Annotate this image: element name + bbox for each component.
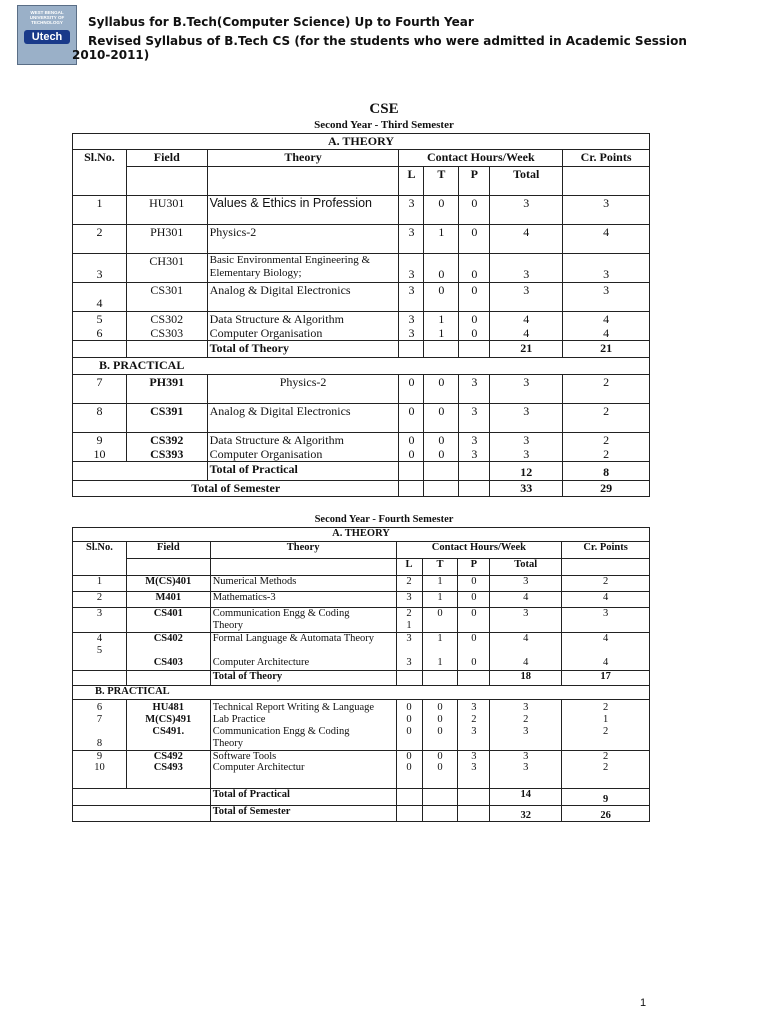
header-sl: Sl.No. (73, 542, 127, 576)
table-row: 9 10 CS392 CS393 Data Structure & Algorithm Computer Organisation 0 0 0 0 3 3 3 3 2 2 (73, 433, 650, 462)
header-credit: Cr. Points (562, 542, 650, 559)
header-field: Field (126, 542, 210, 559)
header-line-3: 2010-2011) (72, 48, 150, 62)
total-theory-row: Total of Theory 21 21 (73, 341, 650, 358)
total-practical-row: Total of Practical 14 9 (73, 789, 650, 806)
fourth-semester-title: Second Year - Fourth Semester (314, 514, 454, 525)
section-a-heading: A. THEORY (73, 134, 650, 150)
table-row: 2 M401 Mathematics-3 3 1 0 4 4 (73, 592, 650, 608)
header-l: L (399, 167, 424, 196)
table-row: 1 HU301 Values & Ethics in Profession 3 0 0 3 3 (73, 196, 650, 225)
section-b-heading: B. PRACTICAL (73, 686, 650, 700)
header-t: T (422, 559, 458, 576)
total-practical-row: Total of Practical 12 8 (73, 462, 650, 481)
table-row: 5 6 CS302 CS303 Data Structure & Algorithm Computer Organisation 3 3 1 1 0 0 4 4 4 4 (73, 312, 650, 341)
table-row: 1 M(CS)401 Numerical Methods 2 1 0 3 2 (73, 576, 650, 592)
logo-wordmark: Utech (24, 30, 70, 44)
logo-caption: WEST BENGAL UNIVERSITY OF TECHNOLOGY (29, 10, 65, 25)
header-line-1: Syllabus for B.Tech(Computer Science) Up to Fourth Year (88, 15, 474, 29)
header-theory: Theory (207, 150, 399, 167)
header-theory: Theory (210, 542, 396, 559)
table-row: 2 PH301 Physics-2 3 1 0 4 4 (73, 225, 650, 254)
header-sl: Sl.No. (73, 150, 127, 196)
table-row: 3 CS401 Communication Engg & Coding Theory 2 1 0 0 3 3 (73, 608, 650, 633)
header-p: P (458, 559, 490, 576)
total-theory-row: Total of Theory 18 17 (73, 671, 650, 686)
table-row: 3 CH301 Basic Environmental Engineering & Elementary Biology; 3 0 0 3 3 (73, 254, 650, 283)
header-total: Total (490, 167, 563, 196)
total-semester-row: Total of Semester 33 29 (73, 481, 650, 497)
table-row: 6 7 8 HU481 M(CS)491 CS491. Technical Report Writing & Language Lab Practice Communication Engg & Coding Theory 0 0 0 0 0 0 3 2 3 3 2 3 2 1 2 (73, 700, 650, 751)
header-l: L (396, 559, 422, 576)
document-title: CSE (369, 101, 399, 117)
table-row: 8 CS391 Analog & Digital Electronics 0 0 3 3 2 (73, 404, 650, 433)
header-contact: Contact Hours/Week (399, 150, 563, 167)
header-line-2: Revised Syllabus of B.Tech CS (for the students who were admitted in Academic Session (88, 34, 687, 48)
third-semester-table (72, 133, 650, 497)
section-b-heading: B. PRACTICAL (73, 358, 650, 375)
section-a-heading: A. THEORY (73, 528, 650, 542)
header-t: T (424, 167, 459, 196)
header-field: Field (126, 150, 207, 167)
header-p: P (459, 167, 490, 196)
page-number: 1 (640, 997, 647, 1009)
header-contact: Contact Hours/Week (396, 542, 562, 559)
university-logo (17, 5, 77, 65)
table-row: 4 CS301 Analog & Digital Electronics 3 0 0 3 3 (73, 283, 650, 312)
table-row: 4 5 CS402 CS403 Formal Language & Automata Theory Computer Architecture 3 3 1 1 0 0 4 4 4 4 (73, 633, 650, 671)
third-semester-title: Second Year - Third Semester (314, 119, 454, 131)
table-row: 9 10 CS492 CS493 Software Tools Computer Architectur 0 0 0 0 3 3 3 3 2 2 (73, 751, 650, 789)
header-total: Total (490, 559, 562, 576)
fourth-semester-table (72, 527, 650, 822)
total-semester-row: Total of Semester 32 26 (73, 806, 650, 822)
header-credit: Cr. Points (563, 150, 650, 167)
table-row: 7 PH391 Physics-2 0 0 3 3 2 (73, 375, 650, 404)
